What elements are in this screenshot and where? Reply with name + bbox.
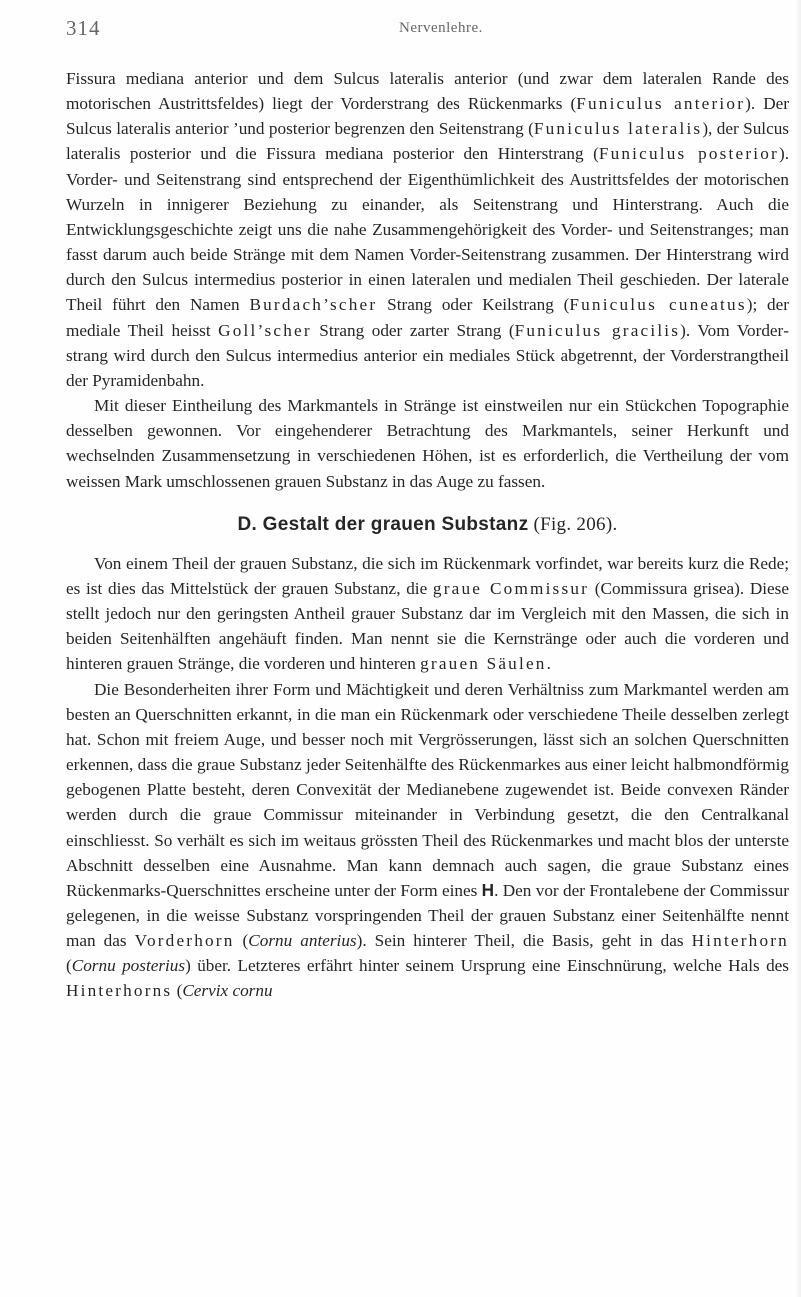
- paragraph-2: Mit dieser Eintheilung des Markmantels in Stränge ist einstweilen nur ein Stückchen Topographie desselben gewonnen. Vor eingehenderer Betrachtung des Markmantels, seiner Herkunft und wechselnden Zusammensetzung in verschiedenen Höhen, ist es erforderlich, die Vertheilung der vom weissen Mark umschlossenen grauen Substanz in das Auge zu fassen.: [66, 396, 789, 491]
- term-funiculus-anterior: Funiculus anterior: [576, 94, 746, 114]
- term-hinterhorns: Hinterhorns: [66, 981, 173, 1001]
- term-burdach: Burdach’scher: [249, 295, 378, 315]
- paragraph-4: [66, 677, 789, 1004]
- text-run: ); der mediale Theil heisst: [66, 295, 789, 340]
- text-run: ) über. Letzteres erfährt hinter seinem Ursprung eine Einschnürung, welche Hals des: [185, 956, 789, 976]
- running-title: Nervenlehre.: [399, 20, 483, 36]
- text-run: Die Besonderheiten ihrer Form und Mächtigkeit und deren Verhältniss zum Markmantel werden am besten an Querschnitten erkannt, in die man ein Rückenmark oder verschiedene Theile desselben zerlegt hat. Schon mit freiem Auge, und besser noch mit Vergrösserungen, lässt sich an solchen Querschnitten erkennen, dass die graue Substanz jeder Seitenhälfte des Rückenmarkes aus einer leicht halbmondförmig gebogenen Platte besteht, deren Convexität der Medianebene zugewendet ist. Beide convexen Ränder werden durch die graue Commissur miteinander in Verbindung gesetzt, die den Centralkanal einschliesst. So verhält es sich im weitaus grössten Theil des Rückenmarkes und macht blos der unterste Abschnitt desselben eine Ausnahme. Man kann demnach auch sagen, die graue Substanz eines Rückenmarks-Querschnittes erscheine unter der Form eines: [66, 679, 789, 900]
- body-text: [66, 66, 789, 1004]
- text-run: ). Vom Vorderstrang wird durch den Sulcus intermedius anterior ein mediales Stück abgetrennt, der Vorderstrangtheil der Pyramidenbahn.: [66, 320, 790, 390]
- text-run: (: [234, 931, 249, 951]
- text-run: (: [172, 981, 183, 1001]
- term-goll: Goll’scher: [218, 320, 312, 340]
- text-run: Strang oder Keilstrang (: [377, 295, 570, 315]
- term-cornu-anterius: Cornu anterius: [248, 931, 357, 951]
- page-number: 314: [66, 16, 101, 40]
- term-hinterhorn: Hinterhorn: [691, 931, 789, 951]
- paragraph-3: [66, 551, 789, 677]
- term-funiculus-lateralis: Funiculus lateralis: [533, 119, 703, 139]
- paragraph-1: [66, 66, 789, 393]
- text-run: ). Vorder- und Seitenstrang sind entsprechend der Eigenthümlichkeit des Austrittsfeldes der motorischen Wurzeln in innigerer Beziehung zu einander, als Seitenstrang und Hinterstrang. Auch die Entwicklungsgeschichte zeigt uns die nahe Zusammengehörigkeit des Vorder- und Seitenstranges; man fasst darum auch beide Stränge mit dem Namen Vorder-Seitenstrang zusammen. Der Hinterstrang wird durch den Sulcus intermedius posterior in einen lateralen und medialen Theil geschieden. Der laterale Theil führt den Namen: [66, 144, 789, 315]
- text-run: ). Der Sulcus lateralis anterior ’und posterior begrenzen den Seitenstrang (: [66, 94, 789, 139]
- page-header: [66, 16, 786, 46]
- term-cervix-cornu: Cervix cornu: [182, 981, 273, 1001]
- text-run: . Den vor der Frontalebene der Commissur gelegenen, in die weisse Substanz vorspringenden Theil der grauen Substanz einer Seitenhälfte nennt man das: [66, 880, 789, 951]
- text-run: Von einem Theil der grauen Substanz, die sich im Rückenmark vorfindet, war bereits kurz die Rede; es ist dies das Mittelstück der grauen Substanz, die: [66, 553, 789, 598]
- text-run: ), der Sulcus lateralis posterior und die Fissura mediana posterior den Hinterstrang (: [66, 119, 789, 164]
- term-vorderhorn: Vorderhorn: [134, 931, 235, 951]
- section-heading: [66, 512, 789, 537]
- text-run: .: [546, 654, 551, 674]
- term-grauen-saeulen: grauen Säulen: [420, 654, 547, 674]
- term-funiculus-cuneatus: Funiculus cuneatus: [569, 295, 747, 315]
- term-funiculus-posterior: Funiculus posterior: [598, 144, 779, 164]
- text-run: Strang oder zarter Strang (: [311, 320, 515, 340]
- section-title: D. Gestalt der grauen Substanz: [237, 513, 529, 535]
- term-cornu-posterius: Cornu posterius: [71, 956, 186, 976]
- term-funiculus-gracilis: Funiculus gracilis: [514, 320, 681, 340]
- text-run: (: [66, 956, 72, 976]
- figure-reference: (Fig. 206).: [533, 513, 618, 535]
- term-graue-commissur: graue Commissur: [432, 578, 590, 598]
- text-run: (Commissura grisea). Diese stellt jedoch nur den geringsten Antheil grauer Substanz dar im Vergleich mit den Massen, die sich in beiden Seitenhälften angehäuft finden. Man nennt sie die Kernstränge oder auch die vorderen und hinteren grauen Stränge, die vorderen und hinteren: [66, 578, 790, 674]
- text-run: Fissura mediana anterior und dem Sulcus lateralis anterior (und zwar dem lateralen Rande des motorischen Austrittsfeldes) liegt der Vorderstrang des Rückenmarks (: [66, 69, 789, 114]
- letter-h: H: [481, 879, 495, 900]
- page-edge-shading: [795, 0, 801, 1297]
- text-run: ). Sein hinterer Theil, die Basis, geht in das: [356, 931, 692, 951]
